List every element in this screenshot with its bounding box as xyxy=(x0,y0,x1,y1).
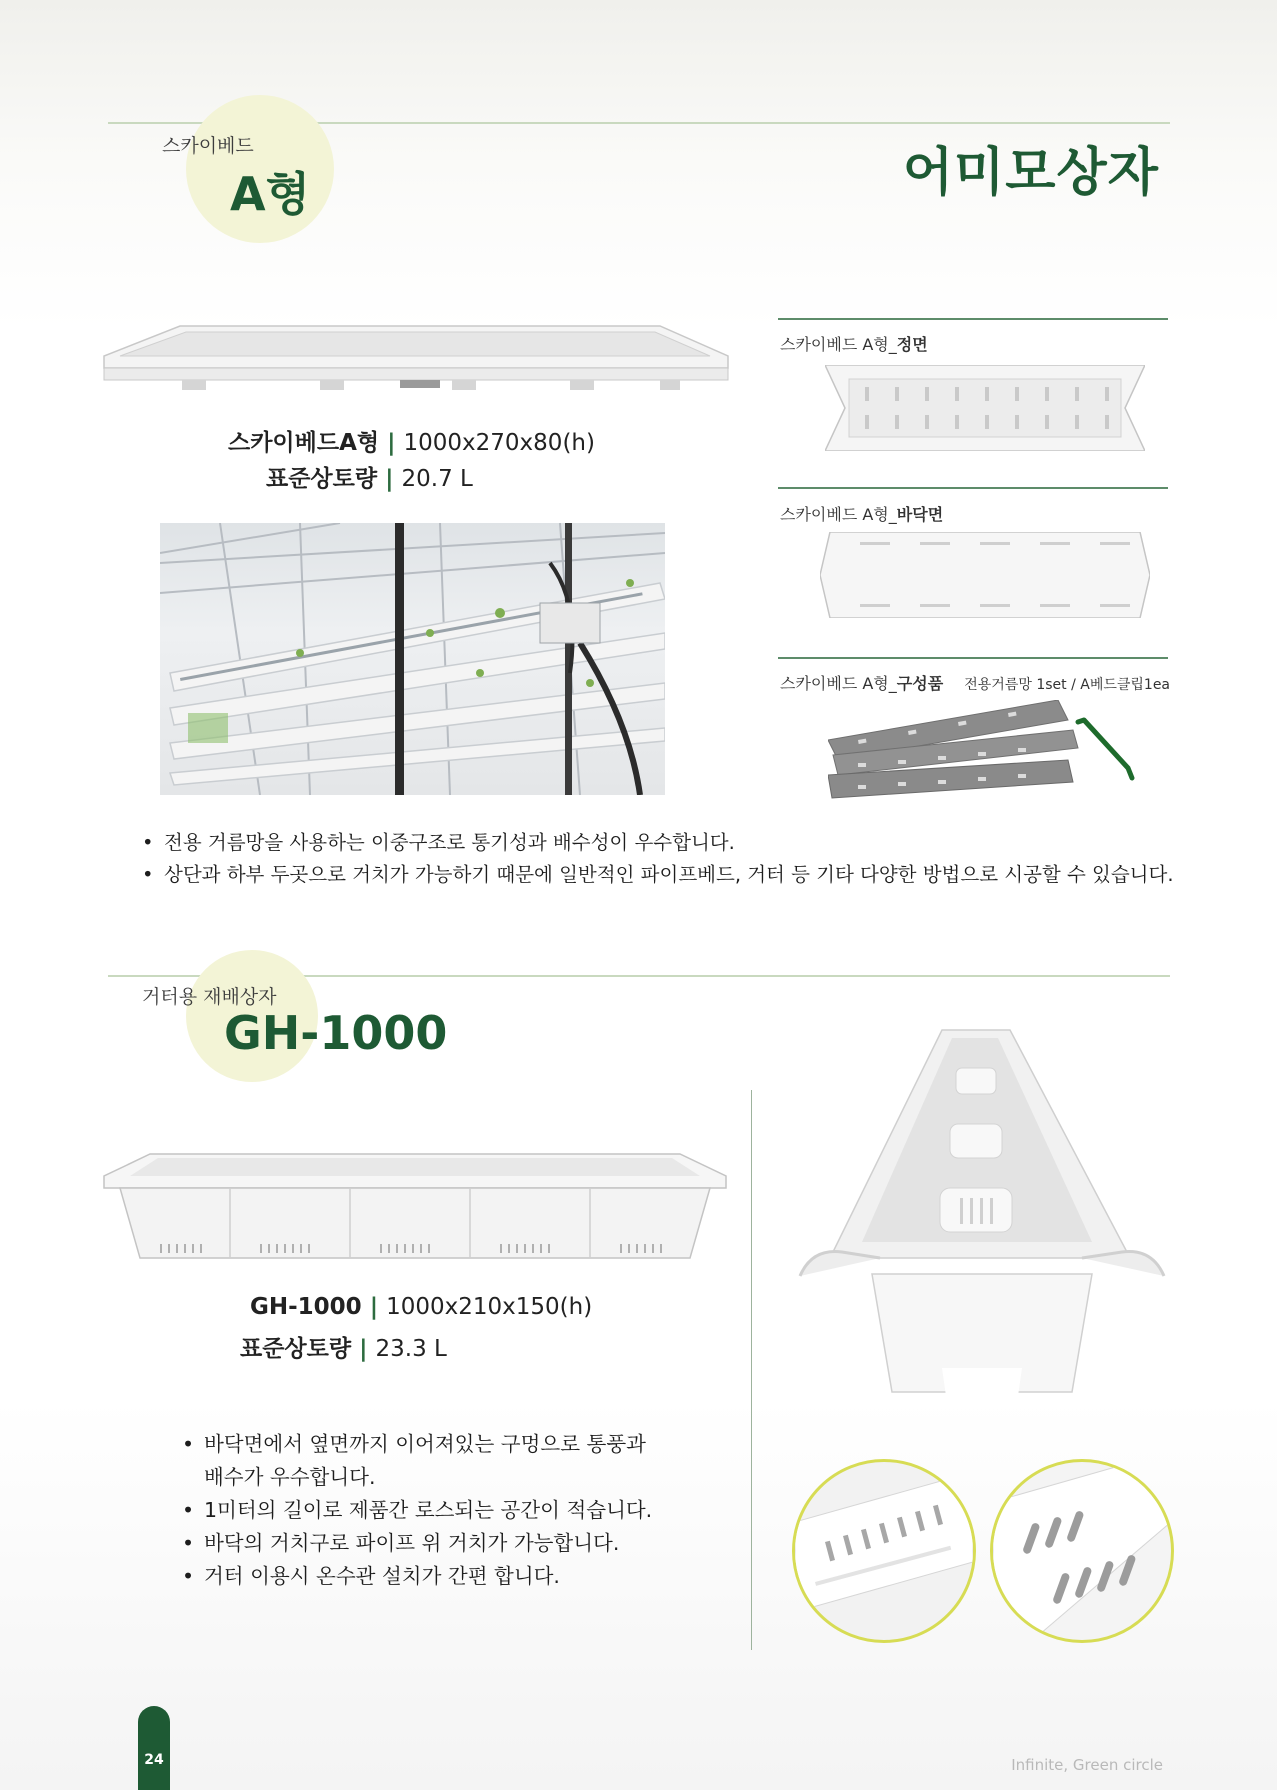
greenhouse-installation-photo xyxy=(160,523,665,795)
page-title: 어미모상자 xyxy=(902,143,1159,203)
view-name: 바닥면 xyxy=(896,505,944,524)
skybed-a-bottom-view-image xyxy=(820,532,1150,618)
gh1000-detail-circle-right xyxy=(990,1459,1174,1643)
list-item: • 전용 거름망을 사용하는 이중구조로 통기성과 배수성이 우수합니다. xyxy=(142,827,1174,859)
gh1000-detail-circle-left xyxy=(792,1459,976,1643)
section1-spec-row-1 xyxy=(228,424,595,457)
spec-value: 1000x270x80(h) xyxy=(403,430,595,456)
list-item-continuation: 배수가 우수합니다. xyxy=(204,1465,376,1489)
page-number-tab xyxy=(138,1706,170,1790)
section2-subtitle: 거터용 재배상자 xyxy=(142,986,277,1008)
view-prefix: 스카이베드 A형_ xyxy=(780,335,897,354)
list-item: • 1미터의 길이로 제품간 로스되는 공간이 적습니다. xyxy=(182,1494,652,1527)
section2-spec-row-1 xyxy=(250,1294,592,1320)
spec-value: 23.3 L xyxy=(375,1336,447,1362)
view-bottom-label xyxy=(780,502,943,525)
list-item: • 바닥면에서 옆면까지 이어져있는 구멍으로 통풍과 xyxy=(182,1428,652,1461)
list-item: • 거터 이용시 온수관 설치가 간편 합니다. xyxy=(182,1560,652,1593)
view-prefix: 스카이베드 A형_ xyxy=(780,505,897,524)
view-name: 정면 xyxy=(896,335,928,354)
view-front-rule xyxy=(778,318,1168,320)
section2-spec-row-2 xyxy=(240,1330,447,1363)
spec-divider: | xyxy=(359,1336,368,1362)
gh1000-perspective-image xyxy=(792,1028,1172,1408)
section1-bullets xyxy=(142,827,1174,891)
spec-divider: | xyxy=(369,1294,379,1320)
skybed-a-components-image xyxy=(828,700,1158,800)
view-extra: 전용거름망 1set / A베드클립1ea xyxy=(964,677,1171,693)
view-prefix: 스카이베드 A형_ xyxy=(780,674,897,693)
list-item: • 상단과 하부 두곳으로 거치가 가능하기 때문에 일반적인 파이프베드, 거터 등 기타 다양한 방법으로 시공할 수 있습니다. xyxy=(142,859,1174,891)
spec-divider: | xyxy=(387,430,396,456)
spec-value: 20.7 L xyxy=(401,466,473,492)
skybed-a-product-image xyxy=(100,318,730,410)
section2-bullets xyxy=(182,1428,652,1593)
section1-title: A형 xyxy=(230,167,311,221)
page-number: 24 xyxy=(144,1752,164,1768)
view-parts-rule xyxy=(778,657,1168,659)
spec-label: 표준상토량 xyxy=(240,1336,352,1362)
view-bottom-rule xyxy=(778,487,1168,489)
list-item: • 바닥의 거치구로 파이프 위 거치가 가능합니다. xyxy=(182,1527,652,1560)
view-parts-label xyxy=(780,671,1170,694)
section1-spec-row-2 xyxy=(266,460,473,493)
spec-label: 스카이베드A형 xyxy=(228,430,380,456)
spec-label: 표준상토량 xyxy=(266,466,378,492)
gh1000-product-image xyxy=(100,1150,730,1265)
view-front-label xyxy=(780,332,928,355)
footer-tagline: Infinite, Green circle xyxy=(1011,1756,1163,1774)
section1-subtitle: 스카이베드 xyxy=(162,135,254,157)
column-divider xyxy=(751,1090,752,1650)
spec-value: 1000x210x150(h) xyxy=(386,1294,593,1320)
spec-divider: | xyxy=(385,466,394,492)
skybed-a-front-view-image xyxy=(825,365,1145,451)
spec-label: GH-1000 xyxy=(250,1294,362,1320)
section2-title: GH-1000 xyxy=(224,1006,448,1060)
view-name: 구성품 xyxy=(896,674,944,693)
